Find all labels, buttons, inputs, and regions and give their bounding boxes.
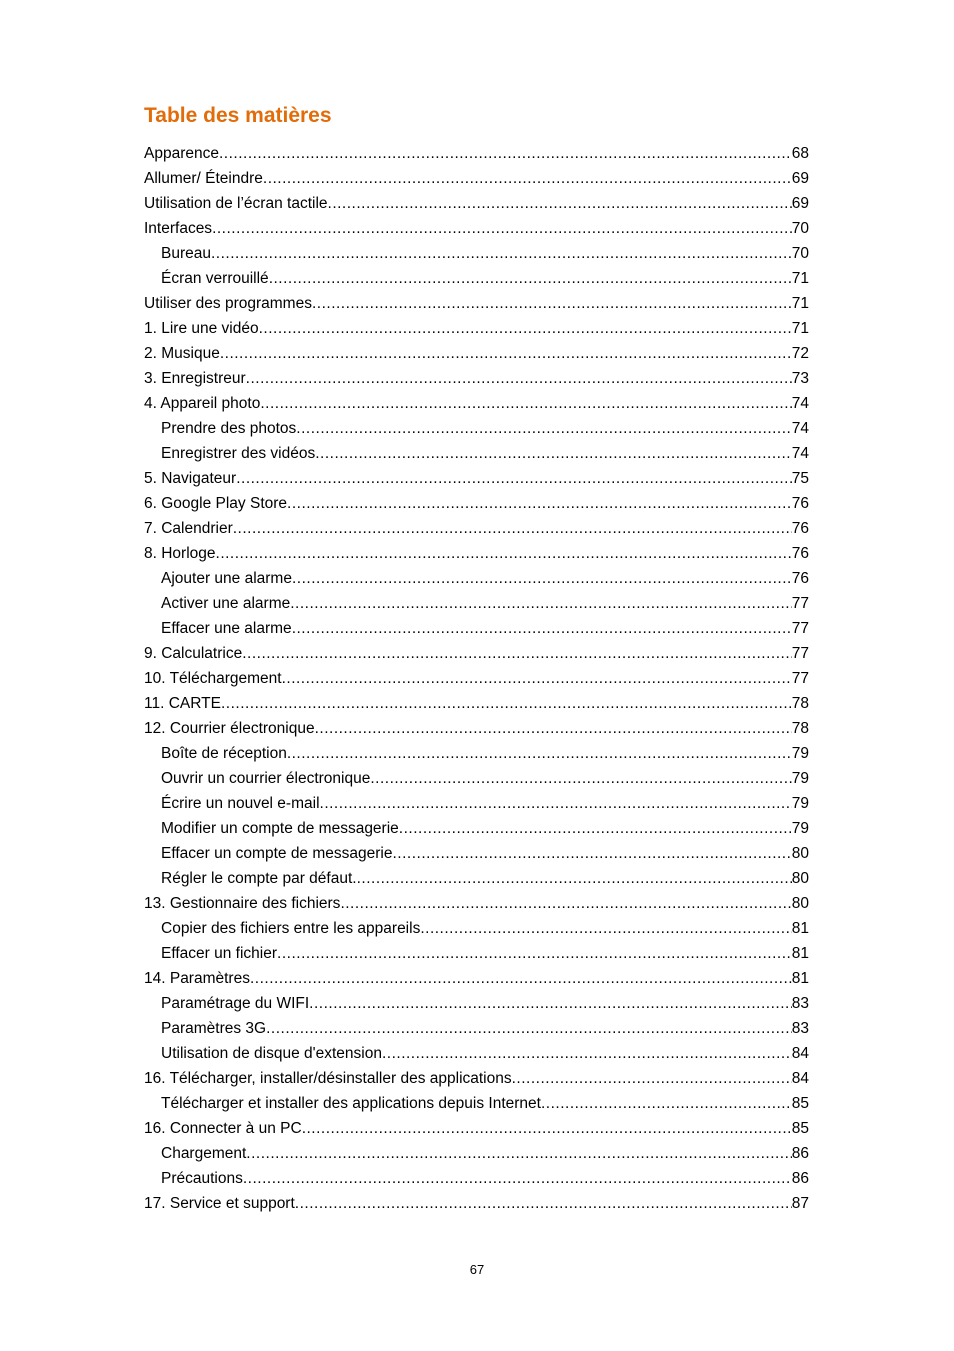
toc-entry[interactable] xyxy=(144,966,809,991)
toc-entry-page: 78 xyxy=(791,720,809,737)
toc-dot-leader xyxy=(420,916,791,941)
toc-dot-leader xyxy=(216,541,792,566)
toc-dot-leader xyxy=(296,416,791,441)
toc-dot-leader xyxy=(295,1191,792,1216)
toc-dot-leader xyxy=(219,141,792,166)
toc-entry-page: 77 xyxy=(791,620,809,637)
toc-entry[interactable] xyxy=(144,766,809,791)
toc-dot-leader xyxy=(233,516,792,541)
toc-entry[interactable] xyxy=(144,191,809,216)
toc-dot-leader xyxy=(220,341,792,366)
toc-entry-page: 81 xyxy=(791,970,809,987)
toc-entry-label: Activer une alarme xyxy=(161,595,291,612)
toc-entry-label: Effacer un fichier xyxy=(161,945,278,962)
toc-entry-label: 6. Google Play Store xyxy=(144,495,288,512)
toc-entry-label: Effacer une alarme xyxy=(161,620,292,637)
toc-entry-page: 79 xyxy=(791,770,809,787)
toc-entry-label: 9. Calculatrice xyxy=(144,645,243,662)
toc-entry[interactable] xyxy=(144,291,809,316)
toc-dot-leader xyxy=(211,241,792,266)
toc-entry-label: Utiliser des programmes xyxy=(144,295,312,312)
toc-entry-page: 78 xyxy=(791,695,809,712)
toc-entry-label: 3. Enregistreur xyxy=(144,370,246,387)
toc-entry-page: 79 xyxy=(791,745,809,762)
toc-dot-leader xyxy=(282,666,792,691)
toc-dot-leader xyxy=(290,591,792,616)
toc-entry-page: 74 xyxy=(791,420,809,437)
toc-entry-page: 81 xyxy=(791,920,809,937)
toc-dot-leader xyxy=(302,1116,792,1141)
toc-dot-leader xyxy=(312,291,792,316)
toc-entry-label: Copier des fichiers entre les appareils xyxy=(161,920,421,937)
toc-entry[interactable] xyxy=(144,641,809,666)
toc-entry-page: 85 xyxy=(791,1095,809,1112)
toc-entry-label: Boîte de réception xyxy=(161,745,287,762)
toc-entry-page: 76 xyxy=(791,570,809,587)
toc-title: Table des matières xyxy=(144,104,332,127)
toc-entry[interactable] xyxy=(144,366,809,391)
toc-entry[interactable] xyxy=(144,241,809,266)
toc-entry[interactable] xyxy=(144,1116,809,1141)
toc-dot-leader xyxy=(287,741,792,766)
toc-entry-label: 14. Paramètres xyxy=(144,970,250,987)
toc-entry[interactable] xyxy=(144,591,809,616)
toc-entry[interactable] xyxy=(144,741,809,766)
toc-entry[interactable] xyxy=(144,416,809,441)
toc-dot-leader xyxy=(246,1141,791,1166)
toc-entry-page: 80 xyxy=(791,870,809,887)
toc-entry-label: Écran verrouillé xyxy=(161,270,269,287)
toc-entry[interactable] xyxy=(144,266,809,291)
toc-entry[interactable] xyxy=(144,516,809,541)
toc-dot-leader xyxy=(340,891,791,916)
toc-entry-page: 68 xyxy=(791,145,809,162)
toc-entry-page: 80 xyxy=(791,895,809,912)
toc-entry[interactable] xyxy=(144,991,809,1016)
toc-dot-leader xyxy=(370,766,791,791)
toc-entry[interactable] xyxy=(144,1066,809,1091)
page-number: 67 xyxy=(469,1262,485,1277)
toc-entry-page: 74 xyxy=(791,395,809,412)
toc-dot-leader xyxy=(259,316,792,341)
toc-entry-label: Paramétrage du WIFI xyxy=(161,995,310,1012)
toc-entry[interactable] xyxy=(144,916,809,941)
toc-entry[interactable] xyxy=(144,441,809,466)
toc-entry[interactable] xyxy=(144,1091,809,1116)
toc-entry-page: 86 xyxy=(791,1145,809,1162)
toc-dot-leader xyxy=(541,1091,792,1116)
toc-entry-page: 86 xyxy=(791,1170,809,1187)
toc-entry-label: 4. Appareil photo xyxy=(144,395,261,412)
toc-entry-label: Écrire un nouvel e-mail xyxy=(161,795,320,812)
toc-entry[interactable] xyxy=(144,891,809,916)
toc-dot-leader xyxy=(212,216,792,241)
toc-entry-page: 83 xyxy=(791,1020,809,1037)
toc-entry-page: 79 xyxy=(791,795,809,812)
toc-entry-label: Ajouter une alarme xyxy=(161,570,292,587)
toc-entry-page: 73 xyxy=(791,370,809,387)
toc-entry-page: 77 xyxy=(791,670,809,687)
toc-entry-label: 2. Musique xyxy=(144,345,220,362)
toc-entry-label: Utilisation de l’écran tactile xyxy=(144,195,328,212)
toc-entry-label: Bureau xyxy=(161,245,211,262)
toc-entry-label: Chargement xyxy=(161,1145,247,1162)
toc-entry-label: Enregistrer des vidéos xyxy=(161,445,316,462)
toc-entry-label: 16. Connecter à un PC xyxy=(144,1120,302,1137)
toc-entry-page: 84 xyxy=(791,1070,809,1087)
toc-dot-leader xyxy=(221,691,792,716)
toc-entry-page: 76 xyxy=(791,520,809,537)
toc-dot-leader xyxy=(320,791,792,816)
toc-entry-page: 71 xyxy=(791,270,809,287)
toc-dot-leader xyxy=(315,441,792,466)
toc-dot-leader xyxy=(292,616,792,641)
toc-entry[interactable] xyxy=(144,941,809,966)
toc-dot-leader xyxy=(328,191,792,216)
toc-entry-page: 69 xyxy=(791,170,809,187)
toc-entry[interactable] xyxy=(144,841,809,866)
toc-entry[interactable] xyxy=(144,1166,809,1191)
toc-entry[interactable] xyxy=(144,666,809,691)
toc-entry-page: 76 xyxy=(791,495,809,512)
toc-entry-label: 12. Courrier électronique xyxy=(144,720,315,737)
toc-entry[interactable] xyxy=(144,691,809,716)
toc-dot-leader xyxy=(277,941,792,966)
toc-entry-label: Modifier un compte de messagerie xyxy=(161,820,399,837)
toc-entry-page: 70 xyxy=(791,220,809,237)
toc-entry-label: Apparence xyxy=(144,145,219,162)
toc-dot-leader xyxy=(287,491,792,516)
toc-dot-leader xyxy=(260,391,791,416)
toc-entry-page: 87 xyxy=(791,1195,809,1212)
toc-dot-leader xyxy=(236,466,792,491)
toc-entry[interactable] xyxy=(144,141,809,166)
toc-entry[interactable] xyxy=(144,1141,809,1166)
toc-entry-page: 79 xyxy=(791,820,809,837)
toc-dot-leader xyxy=(246,366,792,391)
toc-dot-leader xyxy=(292,566,792,591)
toc-entry[interactable] xyxy=(144,566,809,591)
toc-entry-label: 17. Service et support xyxy=(144,1195,295,1212)
toc-entry-label: Précautions xyxy=(161,1170,243,1187)
toc-entry-label: Prendre des photos xyxy=(161,420,297,437)
toc-entry-label: Utilisation de disque d'extension xyxy=(161,1045,382,1062)
toc-entry[interactable] xyxy=(144,341,809,366)
toc-entry[interactable] xyxy=(144,391,809,416)
toc-entry-page: 76 xyxy=(791,545,809,562)
toc-dot-leader xyxy=(382,1041,792,1066)
toc-entry-label: Ouvrir un courrier électronique xyxy=(161,770,371,787)
toc-dot-leader xyxy=(243,1166,792,1191)
toc-entry-page: 74 xyxy=(791,445,809,462)
toc-entry-label: 7. Calendrier xyxy=(144,520,233,537)
toc-entry-page: 75 xyxy=(791,470,809,487)
toc-entry-label: 10. Téléchargement xyxy=(144,670,282,687)
toc-entry-page: 77 xyxy=(791,595,809,612)
toc-entry-label: Interfaces xyxy=(144,220,213,237)
toc-entry-page: 69 xyxy=(791,195,809,212)
toc-entry-label: Allumer/ Éteindre xyxy=(144,170,263,187)
toc-dot-leader xyxy=(315,716,792,741)
toc-dot-leader xyxy=(512,1066,792,1091)
toc-entry-label: Télécharger et installer des applications depuis Internet xyxy=(161,1095,541,1112)
toc-entry[interactable] xyxy=(144,791,809,816)
toc-entry[interactable] xyxy=(144,316,809,341)
toc-entry-page: 70 xyxy=(791,245,809,262)
toc-entry-label: 8. Horloge xyxy=(144,545,216,562)
toc-entry[interactable] xyxy=(144,216,809,241)
toc-entry[interactable] xyxy=(144,616,809,641)
toc-entry-page: 71 xyxy=(791,295,809,312)
toc-entry[interactable] xyxy=(144,1041,809,1066)
toc-dot-leader xyxy=(263,166,792,191)
toc-dot-leader xyxy=(392,841,791,866)
toc-entry-page: 72 xyxy=(791,345,809,362)
toc-entry[interactable] xyxy=(144,1016,809,1041)
toc-entry-page: 81 xyxy=(791,945,809,962)
toc-entry-label: 13. Gestionnaire des fichiers xyxy=(144,895,341,912)
toc-dot-leader xyxy=(357,866,792,891)
toc-dot-leader xyxy=(399,816,792,841)
toc-entry-label: Effacer un compte de messagerie xyxy=(161,845,393,862)
toc-dot-leader xyxy=(242,641,792,666)
toc-entry-label: 11. CARTE xyxy=(144,695,221,712)
toc-entry[interactable] xyxy=(144,166,809,191)
toc-entry-label: 16. Télécharger, installer/désinstaller des applications xyxy=(144,1070,512,1087)
toc-entry-label: Paramètres 3G xyxy=(161,1020,267,1037)
toc-entry[interactable] xyxy=(144,491,809,516)
toc-entry-page: 84 xyxy=(791,1045,809,1062)
toc-list xyxy=(144,141,809,1216)
toc-entry-page: 80 xyxy=(791,845,809,862)
toc-entry-page: 77 xyxy=(791,645,809,662)
toc-dot-leader xyxy=(250,966,792,991)
toc-dot-leader xyxy=(266,1016,792,1041)
toc-dot-leader xyxy=(309,991,792,1016)
toc-entry[interactable] xyxy=(144,541,809,566)
toc-entry[interactable] xyxy=(144,1191,809,1216)
toc-entry[interactable] xyxy=(144,716,809,741)
toc-entry-label: 1. Lire une vidéo xyxy=(144,320,259,337)
toc-entry-label: 5. Navigateur xyxy=(144,470,237,487)
toc-entry-page: 83 xyxy=(791,995,809,1012)
toc-entry[interactable] xyxy=(144,816,809,841)
toc-dot-leader xyxy=(269,266,792,291)
toc-entry[interactable] xyxy=(144,466,809,491)
toc-entry[interactable] xyxy=(144,866,809,891)
toc-entry-page: 71 xyxy=(791,320,809,337)
toc-entry-page: 85 xyxy=(791,1120,809,1137)
toc-entry-label: Régler le compte par défaut. xyxy=(161,870,357,887)
